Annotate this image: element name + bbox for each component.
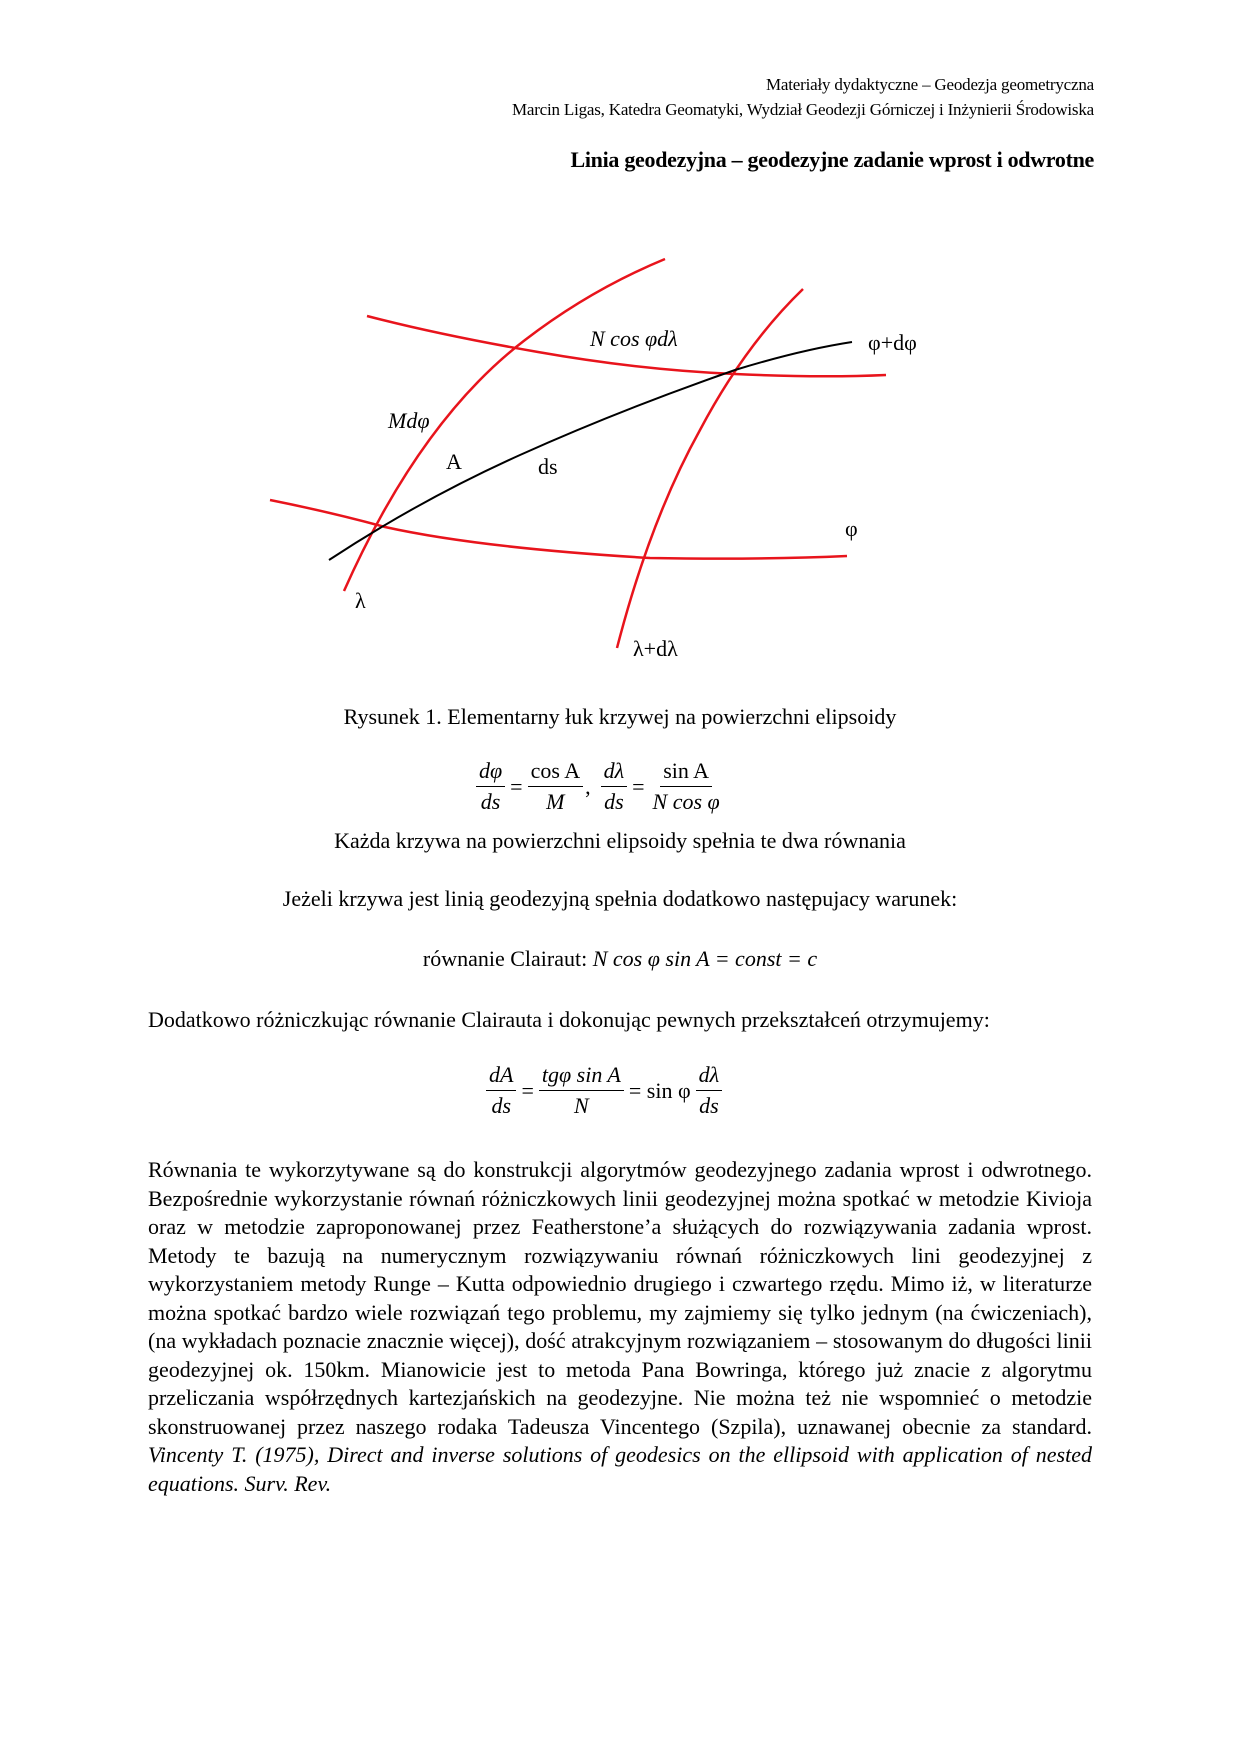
label-phi: φ [845, 516, 858, 541]
label-lambda: λ [355, 588, 366, 613]
body-paragraph: Równania te wykorzytywane są do konstrukcji algorytmów geodezyjnego zadania wprost i odwrotnego. Bezpośrednie wykorzystanie równań różniczkowych linii geodezyjnej można spotkać w metodzie Kivioja oraz w metodzie zaproponowanej przez Featherstone’a służących do rozwiązywania zadania wprost. Metody te bazują na numerycznym rozwiązywaniu równań różniczkowych lini geodezyjnej z wykorzystaniem metody Runge – Kutta odpowiednio drugiego i czwartego rzędu. Mimo iż, w literaturze można spotkać bardzo wiele rozwiązań tego problemu, my zajmiemy się tylko jednym (na ćwiczeniach), (na wykładach poznacie znacznie więcej), dość atrakcyjnym rozwiązaniem – stosowanym do długości linii geodezyjnej ok. 150km. Mianowicie jest to metoda Pana Bowringa, którego już znacie z algorytmu przeliczania współrzędnych kartezjańskich na geodezyjne. Nie można też nie wspomnieć o metodzie skonstruowanej przez naszego rodaka Tadeusza Vincentego (Szpila), uznawanej obecnie za standard. Vincenty T. (1975), Direct and inverse solutions of geodesics on the ellipsoid with application of nested equations. Surv. Rev. [148, 1157, 1092, 1496]
fraction-tgphi-sinA-N: $\frac{\text{tgφ sin A}}{N}$ [539, 1062, 624, 1119]
fraction-cosA-M: $\frac{\text{cos A}}{M}$ [528, 758, 584, 815]
equation-azimuth-derivative: $\frac{dA}{ds}$ = $\frac{\text{tgφ sin A}}{N}$ = sin φ $\frac{d\lambda}{ds}$ [484, 1062, 724, 1119]
fraction-dphi-ds: $\frac{d\varphi}{ds}$ [476, 758, 505, 815]
fraction-sinA-Ncosphi: $\frac{\text{sin A}}{\text{N cos φ}}$ [652, 758, 720, 814]
label-ds: ds [538, 454, 558, 479]
document-title: Linia geodezyjna – geodezyjne zadanie wprost i odwrotne [570, 147, 1094, 172]
geodesic-condition: Jeżeli krzywa jest linią geodezyjną spełnia dodatkowo następujacy warunek: [282, 886, 958, 911]
label-n-cos-phi-dlambda: N cos φdλ [590, 326, 678, 351]
header-author: Marcin Ligas, Katedra Geomatyki, Wydział Geodezji Górniczej i Inżynierii Środowiska [511, 100, 1094, 119]
figure-caption: Rysunek 1. Elementarny łuk krzywej na powierzchni elipsoidy [343, 704, 897, 729]
fraction-dlambda-ds: $\frac{d\lambda}{ds}$ [601, 758, 628, 815]
parallel-phi-curve [270, 500, 847, 559]
derivation-paragraph: Dodatkowo różniczkując równanie Clairauta i dokonując pewnych przekształceń otrzymujemy: [148, 1007, 990, 1032]
vincenty-reference: Vincenty T. (1975), Direct and inverse solutions of geodesics on the ellipsoid with application of nested equations. Surv. Rev. [148, 1442, 1092, 1496]
fraction-dA-ds: $\frac{dA}{ds}$ [486, 1062, 516, 1119]
equation-note: Każda krzywa na powierzchni elipsoidy spełnia te dwa równania [334, 828, 906, 853]
label-azimuth-a: A [446, 449, 462, 474]
parallel-phi-dphi-curve [367, 316, 886, 376]
geodesic-ds-curve [329, 342, 852, 560]
label-m-dphi: Mdφ [388, 408, 430, 433]
header-course: Materiały dydaktyczne – Geodezja geometryczna [765, 75, 1094, 94]
meridian-lambda-curve [344, 259, 665, 591]
fraction-dlambda-ds-2: $\frac{d\lambda}{ds}$ [696, 1062, 723, 1119]
clairaut-equation: równanie Clairaut: N cos φ sin A = const = c [422, 946, 818, 971]
label-lambda-plus-dlambda: λ+dλ [633, 636, 678, 661]
label-phi-plus-dphi: φ+dφ [868, 330, 917, 355]
equation-direction-derivatives: $\frac{d\varphi}{ds}$ = $\frac{\text{cos A}}{M}$ , $\frac{d\lambda}{ds}$ = $\frac{\text{sin A}}{\text{N cos φ}}$ [474, 758, 725, 815]
meridian-lambda-dlambda-curve [617, 289, 803, 648]
